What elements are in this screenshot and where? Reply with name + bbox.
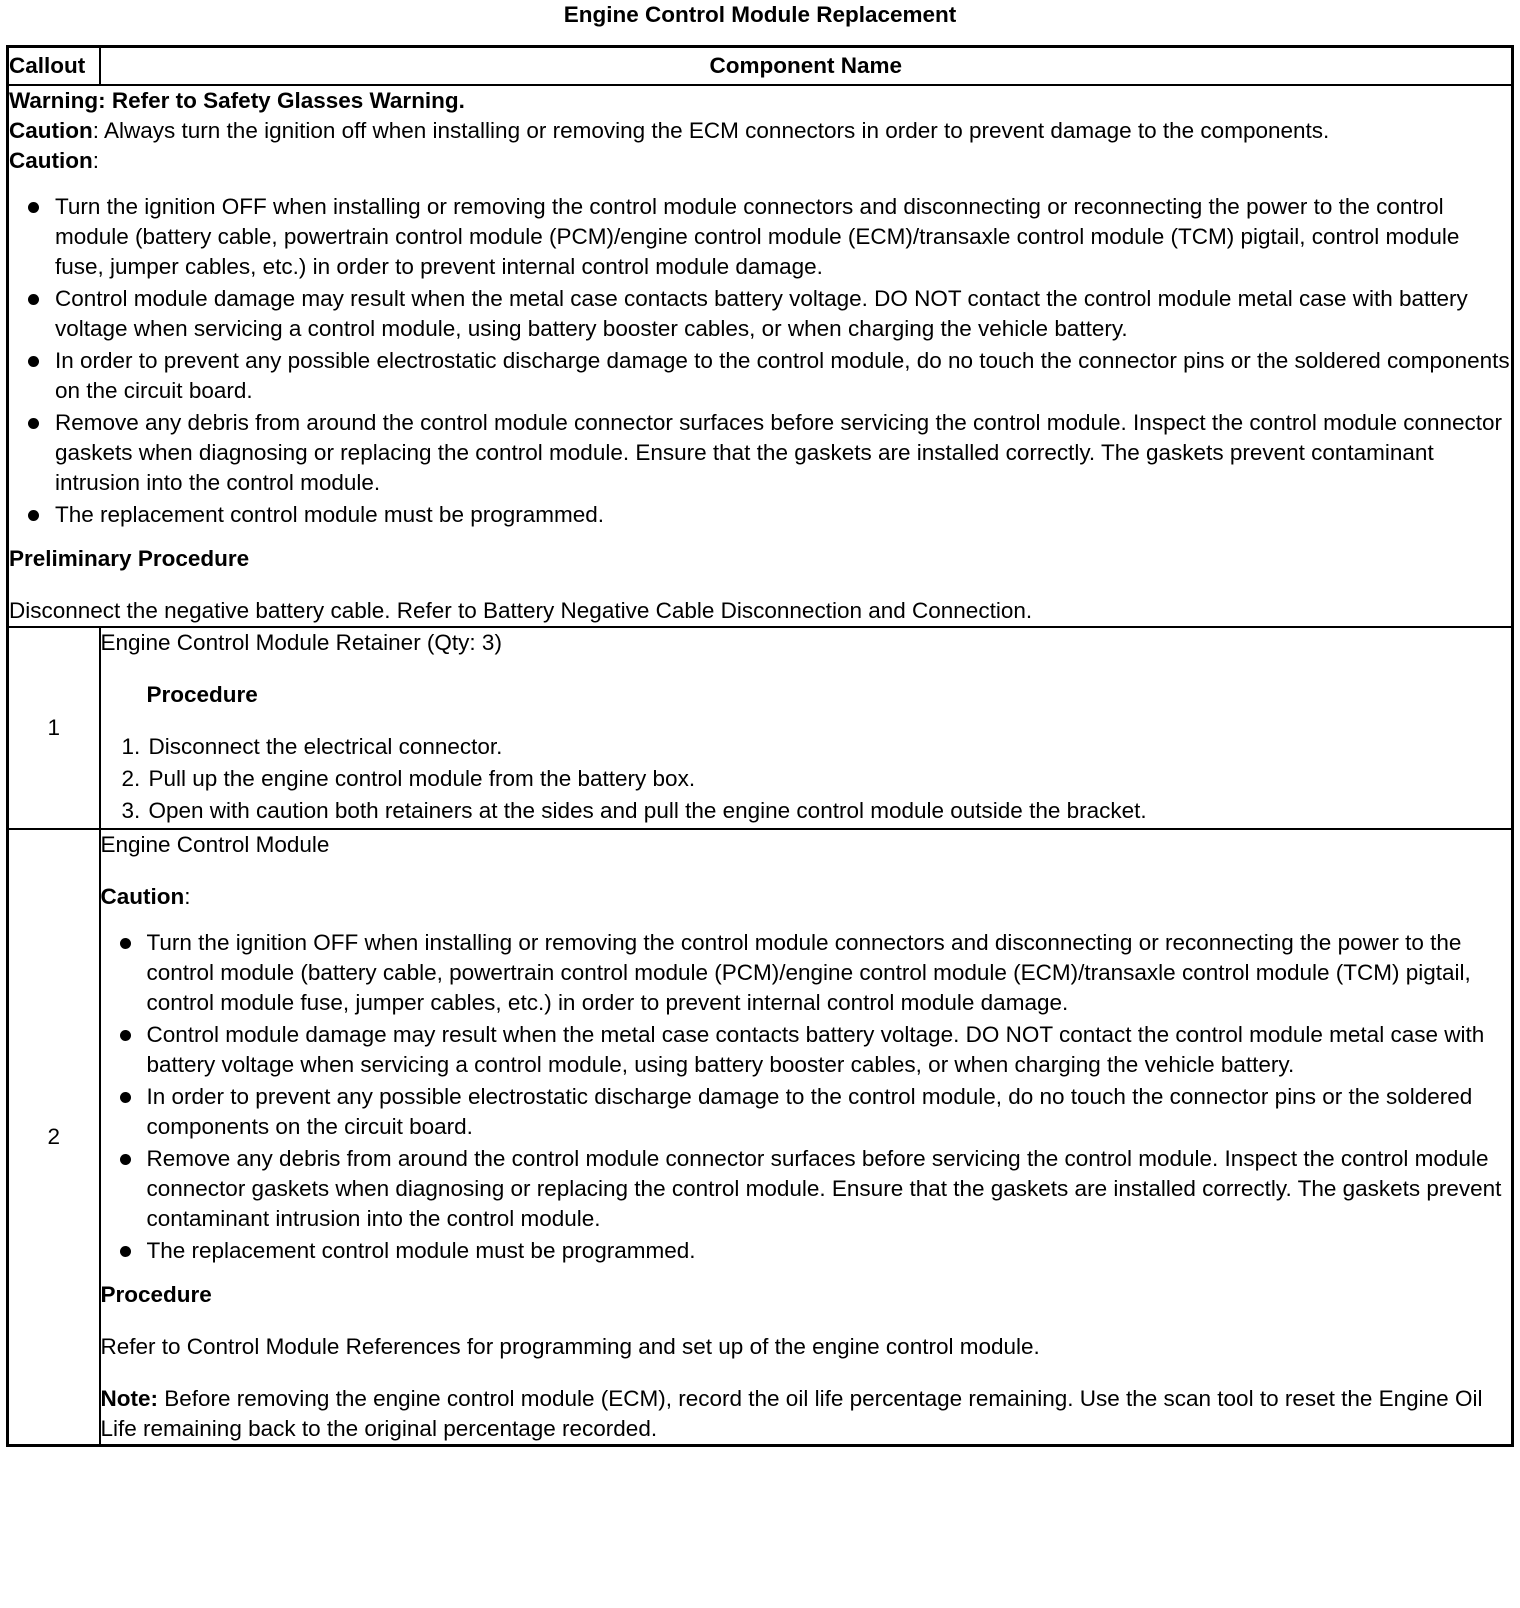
- table-row: [8, 627, 1513, 829]
- caution-label: Caution: [100, 884, 185, 909]
- caution-label-2: Caution: [9, 148, 93, 173]
- component-cell: [100, 829, 1513, 1446]
- caution-line-1: [9, 116, 1511, 146]
- list-item: Remove any debris from around the control module connector surfaces before servicing the control module. Inspect the control module connector gaskets when diagnosing or replacing the control module. Ensure that the gaskets are installed correctly. The gaskets prevent contaminant intrusion into the control module.: [147, 1144, 1512, 1234]
- procedure-heading: Procedure: [100, 1282, 212, 1307]
- caution-colon: :: [184, 884, 191, 909]
- caution-line: [101, 882, 1512, 912]
- caution-text-2: :: [92, 148, 100, 173]
- warning-line: [9, 86, 1511, 116]
- general-caution-list: [9, 192, 1511, 530]
- list-item: The replacement control module must be programmed.: [55, 500, 1511, 530]
- procedure-text: Refer to Control Module References for programming and set up of the engine control module.: [100, 1334, 1040, 1359]
- list-item: The replacement control module must be programmed.: [147, 1236, 1512, 1266]
- list-item: In order to prevent any possible electrostatic discharge damage to the control module, do no touch the connector pins or the soldered components on the circuit board.: [147, 1082, 1512, 1142]
- component-name: Engine Control Module Retainer (Qty: 3): [100, 630, 502, 655]
- component-caution-list: [101, 928, 1512, 1266]
- caution-line-2: [9, 146, 1511, 176]
- callout-number: 1: [8, 627, 100, 829]
- caution-text-1: : Always turn the ignition off when installing or removing the ECM connectors in order to prevent damage to the components.: [92, 118, 1330, 143]
- list-item: Turn the ignition OFF when installing or removing the control module connectors and disconnecting or reconnecting the power to the control module (battery cable, powertrain control module (PCM)/engine control module (ECM)/transaxle control module (TCM) pigtail, control module fuse, jumper cables, etc.) in order to prevent internal control module damage.: [55, 192, 1511, 282]
- table-header-row: [8, 47, 1513, 86]
- preliminary-procedure-heading: Preliminary Procedure: [9, 546, 250, 571]
- table-row: [8, 829, 1513, 1446]
- callout-number: 2: [8, 829, 100, 1446]
- document-title: Engine Control Module Replacement: [563, 2, 957, 27]
- component-name-header: Component Name: [100, 47, 1513, 86]
- general-info-row: [8, 85, 1513, 627]
- note-paragraph: [101, 1384, 1512, 1444]
- component-cell: [100, 627, 1513, 829]
- warning-label: Warning: [9, 88, 99, 113]
- list-item: Remove any debris from around the control module connector surfaces before servicing the control module. Inspect the control module connector gaskets when diagnosing or replacing the control module. Ensure that the gaskets are installed correctly. The gaskets prevent contaminant intrusion into the control module.: [55, 408, 1511, 498]
- procedure-heading: Procedure: [146, 682, 258, 707]
- preliminary-procedure-text: Disconnect the negative battery cable. Refer to Battery Negative Cable Disconnection and Connection.: [9, 598, 1033, 623]
- note-text: Before removing the engine control module (ECM), record the oil life percentage remaining. Use the scan tool to reset the Engine Oil Life remaining back to the original percentage recorded.: [100, 1386, 1483, 1441]
- list-item: Turn the ignition OFF when installing or removing the control module connectors and disconnecting or reconnecting the power to the control module (battery cable, powertrain control module (PCM)/engine control module (ECM)/transaxle control module (TCM) pigtail, control module fuse, jumper cables, etc.) in order to prevent internal control module damage.: [147, 928, 1512, 1018]
- component-name: Engine Control Module: [100, 832, 330, 857]
- list-item: In order to prevent any possible electrostatic discharge damage to the control module, do no touch the connector pins or the soldered components on the circuit board.: [55, 346, 1511, 406]
- procedure-steps: [101, 732, 1512, 826]
- list-item: Control module damage may result when the metal case contacts battery voltage. DO NOT contact the control module metal case with battery voltage when servicing a control module, using battery booster cables, or when charging the vehicle battery.: [147, 1020, 1512, 1080]
- replacement-table: [6, 45, 1514, 1447]
- general-info-cell: [8, 85, 1513, 627]
- note-label: Note:: [100, 1386, 158, 1411]
- caution-label-1: Caution: [9, 118, 93, 143]
- list-item: 2. Pull up the engine control module from the battery box.: [147, 764, 1512, 794]
- list-item: 1. Disconnect the electrical connector.: [147, 732, 1512, 762]
- list-item: Control module damage may result when the metal case contacts battery voltage. DO NOT contact the control module metal case with battery voltage when servicing a control module, using battery booster cables, or when charging the vehicle battery.: [55, 284, 1511, 344]
- warning-text: : Refer to Safety Glasses Warning.: [98, 88, 465, 113]
- list-item: 3. Open with caution both retainers at the sides and pull the engine control module outside the bracket.: [147, 796, 1512, 826]
- callout-header: Callout: [8, 47, 100, 86]
